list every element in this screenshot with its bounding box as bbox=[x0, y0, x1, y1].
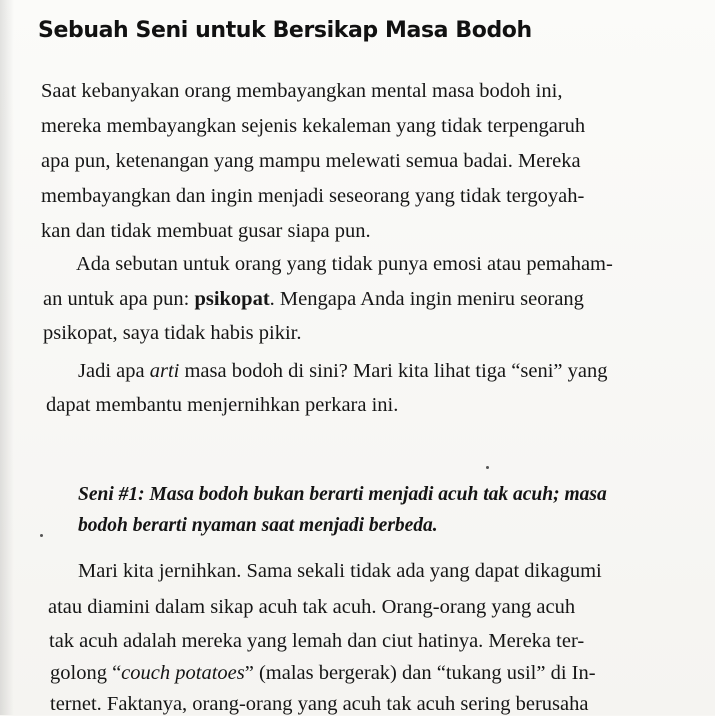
section-heading: Sebuah Seni untuk Bersikap Masa Bodoh bbox=[38, 18, 532, 43]
page-edge-shadow bbox=[0, 0, 14, 715]
paragraph-2-line-2 bbox=[43, 288, 584, 311]
paragraph-3-line-1 bbox=[78, 360, 607, 383]
paragraph-3-line-1-start: Jadi apa bbox=[78, 360, 150, 382]
dust-speck bbox=[40, 534, 43, 537]
paragraph-3-line-2: dapat membantu menjernihkan perkara ini. bbox=[46, 394, 399, 416]
paragraph-1-line-2: mereka membayangkan sejenis kekaleman yang tidak terpengaruh bbox=[41, 115, 586, 137]
paragraph-4-line-4-start: golong “ bbox=[50, 662, 122, 684]
paragraph-4-line-5: ternet. Faktanya, orang-orang yang acuh tak acuh sering berusaha bbox=[50, 693, 589, 715]
paragraph-4-line-1: Mari kita jernihkan. Sama sekali tidak ada yang dapat dikagumi bbox=[78, 560, 602, 582]
paragraph-2-line-2-end: . Mengapa Anda ingin meniru seorang bbox=[269, 288, 584, 310]
paragraph-1-line-3: apa pun, ketenangan yang mampu melewati semua badai. Mereka bbox=[41, 150, 581, 172]
paragraph-1-line-4: membayangkan dan ingin menjadi seseorang yang tidak tergoyah- bbox=[41, 185, 585, 207]
seni-1-line-2: bodoh berarti nyaman saat menjadi berbeda. bbox=[78, 515, 438, 536]
paragraph-2-line-3: psikopat, saya tidak habis pikir. bbox=[43, 322, 302, 344]
couch-potatoes-term: couch potatoes bbox=[121, 662, 245, 684]
paragraph-2-line-1: Ada sebutan untuk orang yang tidak punya emosi atau pemaham- bbox=[76, 253, 613, 275]
paragraph-4-line-4-end: ” (malas bergerak) dan “tukang usil” di In- bbox=[244, 662, 596, 684]
paragraph-2-line-2-start: an untuk apa pun: bbox=[43, 288, 195, 310]
paragraph-4-line-4 bbox=[50, 662, 596, 685]
arti-term: arti bbox=[149, 360, 180, 382]
paragraph-1-line-1: Saat kebanyakan orang membayangkan mental masa bodoh ini, bbox=[41, 80, 563, 102]
paragraph-4-line-2: atau diamini dalam sikap acuh tak acuh. Orang-orang yang acuh bbox=[48, 596, 576, 618]
seni-1-line-1: Seni #1: Masa bodoh bukan berarti menjadi acuh tak acuh; masa bbox=[78, 484, 607, 505]
psikopat-term: psikopat bbox=[194, 288, 270, 310]
paragraph-1-line-5: kan dan tidak membuat gusar siapa pun. bbox=[41, 220, 371, 242]
dust-speck bbox=[486, 466, 489, 469]
paragraph-4-line-3: tak acuh adalah mereka yang lemah dan ciut hatinya. Mereka ter- bbox=[49, 630, 585, 652]
paragraph-3-line-1-end: masa bodoh di sini? Mari kita lihat tiga “seni” yang bbox=[179, 360, 608, 382]
